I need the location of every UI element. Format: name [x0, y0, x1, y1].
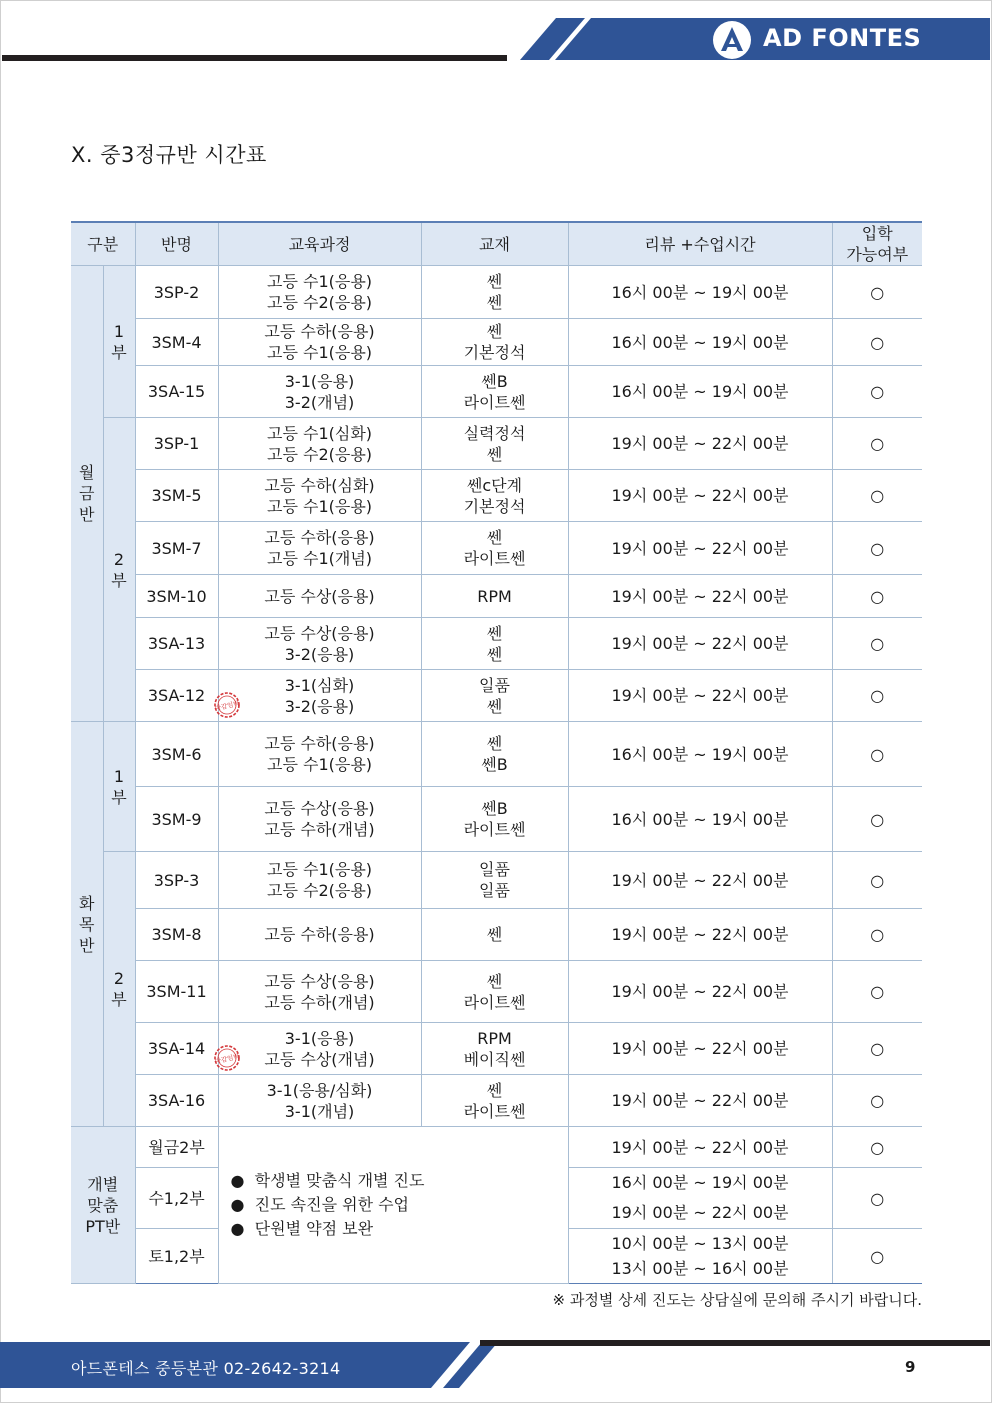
time-cell: 16시 00분 ~ 19시 00분 — [568, 366, 832, 418]
textbook-cell: 쎈B 라이트쎈 — [421, 366, 568, 418]
class-name: 3SP-1 — [135, 418, 218, 470]
course-cell: 고등 수하(응용) — [218, 909, 421, 961]
table-header-row — [71, 222, 922, 266]
avail-cell: ○ — [832, 1075, 922, 1127]
header-course: 교육과정 — [218, 222, 421, 266]
course-cell: 고등 수상(응용) 3-2(응용) — [218, 618, 421, 670]
time-cell: 19시 00분 ~ 22시 00분 — [568, 575, 832, 618]
time-cell: 16시 00분 ~ 19시 00분 — [568, 266, 832, 319]
class-name: 3SM-7 — [135, 522, 218, 575]
course-cell: 3-1(응용) 3-2(개념) — [218, 366, 421, 418]
header-admission-line1: 입학 — [861, 224, 893, 243]
list-item: ● 진도 속진을 위한 수업 — [230, 1195, 410, 1214]
table-row — [71, 852, 922, 909]
table-row — [71, 418, 922, 470]
course-cell: 고등 수1(응용) 고등 수2(응용) — [218, 266, 421, 319]
deadline-stamp-icon — [213, 1044, 241, 1072]
class-name: 3SA-15 — [135, 366, 218, 418]
group-mon-fri: 월 금 반 — [71, 266, 103, 722]
header-rule — [2, 55, 507, 61]
class-name: 3SM-4 — [135, 319, 218, 366]
textbook-cell: 쎈 쎈 — [421, 618, 568, 670]
avail-cell: ○ — [832, 722, 922, 787]
course-cell: 고등 수하(응용) 고등 수1(개념) — [218, 522, 421, 575]
textbook-cell: 일품 쎈 — [421, 670, 568, 722]
footnote: ※ 과정별 상세 진도는 상담실에 문의해 주시기 바랍니다. — [552, 1291, 922, 1309]
table-row — [71, 522, 922, 575]
table-row — [71, 909, 922, 961]
timetable — [71, 221, 922, 1284]
class-name: 3SA-12 — [135, 670, 218, 722]
page-title: X. 중3정규반 시간표 — [71, 143, 267, 167]
avail-cell: ○ — [832, 1229, 922, 1284]
avail-cell: ○ — [832, 1168, 922, 1229]
course-cell: 3-1(응용/심화) 3-1(개념) — [218, 1075, 421, 1127]
avail-cell: ○ — [832, 787, 922, 852]
pt-bullet-list — [218, 1127, 568, 1284]
textbook-cell: 실력정석 쎈 — [421, 418, 568, 470]
footer-contact: 아드폰테스 중등본관 02-2642-3214 — [71, 1359, 341, 1378]
avail-cell: ○ — [832, 909, 922, 961]
time-cell: 19시 00분 ~ 22시 00분 — [568, 909, 832, 961]
avail-cell: ○ — [832, 1023, 922, 1075]
class-name: 3SM-11 — [135, 961, 218, 1023]
avail-cell: ○ — [832, 575, 922, 618]
textbook-cell: 쎈 라이트쎈 — [421, 522, 568, 575]
time-cell: 16시 00분 ~ 19시 00분 — [568, 319, 832, 366]
avail-cell: ○ — [832, 1127, 922, 1168]
time-cell: 19시 00분 ~ 22시 00분 — [568, 1023, 832, 1075]
time-cell: 10시 00분 ~ 13시 00분 13시 00분 ~ 16시 00분 — [568, 1229, 832, 1284]
course-cell: 마감임박 3-1(심화) 3-2(응용) — [218, 670, 421, 722]
course-cell: 고등 수하(심화) 고등 수1(응용) — [218, 470, 421, 522]
table-row — [71, 319, 922, 366]
time-cell: 19시 00분 ~ 22시 00분 — [568, 961, 832, 1023]
time-cell: 16시 00분 ~ 19시 00분 19시 00분 ~ 22시 00분 — [568, 1168, 832, 1229]
avail-cell: ○ — [832, 522, 922, 575]
course-cell: 고등 수1(응용) 고등 수2(응용) — [218, 852, 421, 909]
class-name: 3SA-14 — [135, 1023, 218, 1075]
avail-cell: ○ — [832, 618, 922, 670]
course-cell: 고등 수하(응용) 고등 수1(응용) — [218, 319, 421, 366]
table-row — [71, 366, 922, 418]
class-name: 3SA-13 — [135, 618, 218, 670]
avail-cell: ○ — [832, 266, 922, 319]
table-row — [71, 1127, 922, 1168]
header-admission — [832, 222, 922, 266]
class-name: 월금2부 — [135, 1127, 218, 1168]
course-cell: 고등 수상(응용) — [218, 575, 421, 618]
avail-cell: ○ — [832, 418, 922, 470]
class-name: 3SM-10 — [135, 575, 218, 618]
class-name: 3SM-9 — [135, 787, 218, 852]
textbook-cell: 쎈 — [421, 909, 568, 961]
list-item: ● 학생별 맞춤식 개별 진도 — [230, 1171, 425, 1190]
time-cell: 16시 00분 ~ 19시 00분 — [568, 722, 832, 787]
page-number: 9 — [905, 1358, 916, 1376]
logo-text: AD FONTES — [763, 24, 922, 52]
avail-cell: ○ — [832, 319, 922, 366]
table-row — [71, 618, 922, 670]
avail-cell: ○ — [832, 961, 922, 1023]
course-cell: 마감임박 3-1(응용) 고등 수상(개념) — [218, 1023, 421, 1075]
avail-cell: ○ — [832, 670, 922, 722]
textbook-cell: 쎈 쎈 — [421, 266, 568, 319]
header-admission-line2: 가능여부 — [846, 245, 909, 264]
class-name: 3SM-5 — [135, 470, 218, 522]
table-row — [71, 961, 922, 1023]
group-part2: 2 부 — [103, 418, 135, 722]
table-row — [71, 787, 922, 852]
textbook-cell: 쎈c단계 기본정석 — [421, 470, 568, 522]
textbook-cell: 쎈B 라이트쎈 — [421, 787, 568, 852]
time-cell: 16시 00분 ~ 19시 00분 — [568, 787, 832, 852]
deadline-stamp-icon — [213, 691, 241, 719]
time-cell: 19시 00분 ~ 22시 00분 — [568, 1075, 832, 1127]
time-cell: 19시 00분 ~ 22시 00분 — [568, 522, 832, 575]
group-tue-thu: 화 목 반 — [71, 722, 103, 1127]
time-cell: 19시 00분 ~ 22시 00분 — [568, 418, 832, 470]
class-name: 3SP-2 — [135, 266, 218, 319]
table-row — [71, 670, 922, 722]
avail-cell: ○ — [832, 366, 922, 418]
time-cell: 19시 00분 ~ 22시 00분 — [568, 470, 832, 522]
time-cell: 19시 00분 ~ 22시 00분 — [568, 670, 832, 722]
table-row — [71, 575, 922, 618]
list-item: ● 단원별 약점 보완 — [230, 1219, 374, 1238]
time-cell: 19시 00분 ~ 22시 00분 — [568, 618, 832, 670]
textbook-cell: 쎈 기본정석 — [421, 319, 568, 366]
textbook-cell: 쎈 라이트쎈 — [421, 961, 568, 1023]
stamp-text: 마감임박 — [213, 699, 240, 713]
course-cell: 고등 수상(응용) 고등 수하(개념) — [218, 787, 421, 852]
class-name: 3SP-3 — [135, 852, 218, 909]
textbook-cell: RPM — [421, 575, 568, 618]
textbook-cell: 쎈 쎈B — [421, 722, 568, 787]
textbook-cell: 일품 일품 — [421, 852, 568, 909]
class-name: 3SM-8 — [135, 909, 218, 961]
class-name: 3SA-16 — [135, 1075, 218, 1127]
header-time: 리뷰 +수업시간 — [568, 222, 832, 266]
header-class: 반명 — [135, 222, 218, 266]
group-part1: 1 부 — [103, 266, 135, 418]
table-row — [71, 1075, 922, 1127]
course-cell: 고등 수1(심화) 고등 수2(응용) — [218, 418, 421, 470]
group-pt: 개별 맞춤 PT반 — [71, 1127, 135, 1284]
textbook-cell: RPM 베이직쎈 — [421, 1023, 568, 1075]
table-row — [71, 722, 922, 787]
table-row — [71, 470, 922, 522]
time-cell: 19시 00분 ~ 22시 00분 — [568, 852, 832, 909]
class-name: 수1,2부 — [135, 1168, 218, 1229]
textbook-cell: 쎈 라이트쎈 — [421, 1075, 568, 1127]
course-cell: 고등 수하(응용) 고등 수1(응용) — [218, 722, 421, 787]
course-cell: 고등 수상(응용) 고등 수하(개념) — [218, 961, 421, 1023]
footer-rule — [480, 1340, 990, 1346]
header-category: 구분 — [71, 222, 135, 266]
avail-cell: ○ — [832, 470, 922, 522]
group-part1: 1 부 — [103, 722, 135, 852]
time-cell: 19시 00분 ~ 22시 00분 — [568, 1127, 832, 1168]
avail-cell: ○ — [832, 852, 922, 909]
table-row — [71, 1023, 922, 1075]
class-name: 3SM-6 — [135, 722, 218, 787]
group-part2: 2 부 — [103, 852, 135, 1127]
header-textbook: 교재 — [421, 222, 568, 266]
class-name: 토1,2부 — [135, 1229, 218, 1284]
table-row — [71, 266, 922, 319]
stamp-text: 마감임박 — [213, 1052, 240, 1066]
logo-icon — [712, 20, 752, 60]
